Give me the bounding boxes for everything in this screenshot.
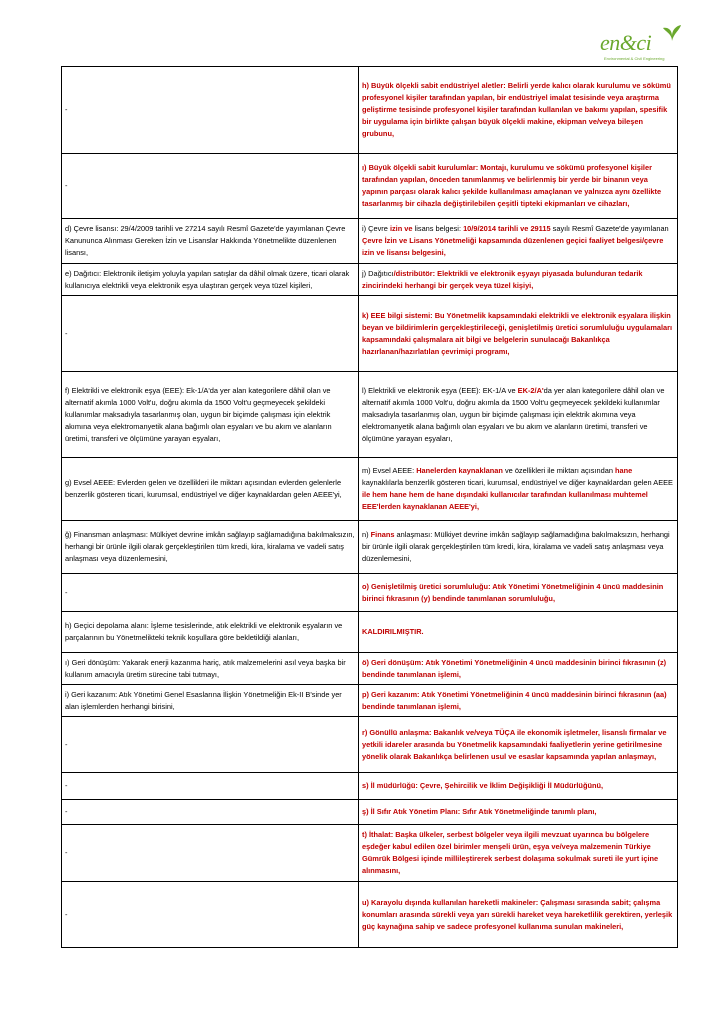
amended-text: Hanelerden kaynaklanan <box>416 466 503 475</box>
unchanged-text: n) <box>362 530 371 539</box>
new-text-cell <box>359 296 678 372</box>
unchanged-text: da yer alan kategorilere dâhil olan ve alternatif akımla 1000 Volt'u, doğru akımla da 1500 Volt'u geçmeyecek şekildeki kullanımlar maksadıyla tasarlanmış olan, uygun bir biçimde çalışması için elektrik akımına veya elektromanyetik alana bağımlı olan eşyaları ve bu akım ve alanların üretimi, transferi ve ölçümüne yarayan eşyaları, <box>362 385 665 443</box>
amended-text: izin ve <box>389 224 413 233</box>
table-row <box>62 372 678 458</box>
new-text-cell <box>359 219 678 264</box>
amended-text: ile hem hane hem de hane dışındaki kullanıcılar tarafından kullanılması muhtemel EEE'lerden kaynaklanan AEEE'yi, <box>362 490 648 511</box>
new-text-cell <box>359 372 678 458</box>
new-text-cell <box>359 458 678 521</box>
unchanged-text: j) Dağıtıcı <box>362 268 394 278</box>
new-text-cell <box>359 264 678 296</box>
old-text-cell: h) Geçici depolama alanı: İşleme tesislerinde, atık elektrikli ve elektronik eşyaların ve parçalarının bu Yönetmelikteki teknik koşullara göre bekletildiği alanları, <box>62 612 359 653</box>
table-row <box>62 154 678 219</box>
amended-text: 10/9/2014 tarihli ve 29115 <box>463 224 551 233</box>
new-text-cell <box>359 574 678 612</box>
old-text-cell: ğ) Finansman anlaşması: Mülkiyet devrine imkân sağlayıp sağlamadığına bakılmaksızın, herhangi bir ürünle ilgili olarak gerçekleştirilen tüm kredi, kira, kiralama ve vadeli satış anlaşması veya düzenlemesini, <box>62 521 359 574</box>
old-text-cell: - <box>62 574 359 612</box>
old-text-cell: g) Evsel AEEE: Evlerden gelen ve özellikleri ile miktarı açısından evlerden gelenlerle benzerlik gösteren ticari, kurumsal, endüstriyel ve diğer kaynaklardan gelen AEEE'yi, <box>62 458 359 521</box>
amended-text: Finans <box>370 530 395 539</box>
new-text-cell <box>359 67 678 154</box>
old-text-cell: ı) Geri dönüşüm: Yakarak enerji kazanma hariç, atık malzemelerini asıl veya başka bir kullanım amacıyla üretim sürecine tabi tutmayı, <box>62 653 359 685</box>
new-text-cell <box>359 653 678 685</box>
old-text-cell: - <box>62 154 359 219</box>
table-row <box>62 264 678 296</box>
table-row <box>62 685 678 717</box>
table-row <box>62 67 678 154</box>
new-text-cell <box>359 154 678 219</box>
amended-text: ö) Geri dönüşüm: Atık Yönetimi Yönetmeliğinin 4 üncü maddesinin birinci fıkrasının (z) bendinde tanımlanan işlemi, <box>362 657 667 679</box>
amended-text: s) İl müdürlüğü: Çevre, Şehircilik ve İklim Değişikliği İl Müdürlüğünü, <box>362 781 604 790</box>
new-text-cell <box>359 717 678 773</box>
new-text-cell <box>359 685 678 717</box>
company-logo <box>600 30 710 66</box>
new-text-cell <box>359 825 678 882</box>
amended-text: o) Genişletilmiş üretici sorumluluğu: Atık Yönetimi Yönetmeliğinin 4 üncü maddesinin birinci fıkrasının (y) bendinde tanımlanan sorumluluğu, <box>362 581 664 603</box>
table-row <box>62 882 678 948</box>
unchanged-text: lisans belgesi: <box>412 224 464 233</box>
new-text-cell <box>359 612 678 653</box>
old-text-cell: - <box>62 296 359 372</box>
new-text-cell <box>359 521 678 574</box>
unchanged-text: anlaşması: Mülkiyet devrine imkân sağlayıp sağlamadığına bakılmaksızın, herhangi bir ürünle ilgili olarak gerçekleştirilen tüm kredi, kira, kiralama ve vadeli satış anlaşması veya düzenlemesini, <box>362 530 670 563</box>
unchanged-text: kaynaklılarla benzerlik gösteren ticari, kurumsal, endüstriyel ve diğer kaynaklardan gelen AEEE <box>362 478 673 487</box>
old-text-cell: d) Çevre lisansı: 29/4/2009 tarihli ve 27214 sayılı Resmî Gazete'de yayımlanan Çevre Kanununca Alınması Gereken İzin ve Lisanslar Hakkında Yönetmelikte düzenlenen lisansı, <box>62 219 359 264</box>
amended-text: Çevre İzin ve Lisans Yönetmeliği kapsamında düzenlenen geçici faaliyet belgesi/çevre izin ve lisansı belgesini, <box>362 236 664 257</box>
table-row <box>62 296 678 372</box>
amended-text: t) İthalat: Başka ülkeler, serbest bölgeler veya ilgili mevzuat uyarınca bu bölgelere eşdeğer kabul edilen özel birimler menşeli ürün, eşya ve/veya malzemenin Türkiye Gümrük Bölgesi içinde millileştirerek serbest dolaşıma sokulmak sureti ile yurt içine alınmasını, <box>362 830 659 875</box>
old-text-cell: e) Dağıtıcı: Elektronik iletişim yoluyla yapılan satışlar da dâhil olmak üzere, ticari olarak kullanıcıya elektrikli veya elektronik eşya ulaştıran gerçek veya tüzel kişileri, <box>62 264 359 296</box>
table-body <box>62 67 678 948</box>
old-text-cell: i) Geri kazanım: Atık Yönetimi Genel Esaslarına İlişkin Yönetmeliğin Ek-II B'sinde yer alan işlemlerden herhangi birisini, <box>62 685 359 717</box>
amended-text: k) EEE bilgi sistemi: Bu Yönetmelik kapsamındaki elektrikli ve elektronik eşyalara ilişkin beyan ve bildirimlerin gerçekleştirileceği, genişletilmiş üretici sorumluluğu uygulamaları kapsamındaki çalışmalara ait bilgi ve belgelerin sunulacağı Bakanlıkça hazırlanan/hazırlatılan çevrimiçi programı, <box>362 310 673 356</box>
amended-text: p) Geri kazanım: Atık Yönetimi Yönetmeliğinin 4 üncü maddesinin birinci fıkrasının (aa) bendinde tanımlanan işlemi, <box>362 689 667 711</box>
unchanged-text: i) Çevre <box>362 224 390 233</box>
regulation-comparison-table <box>61 66 678 948</box>
amended-text: h) Büyük ölçekli sabit endüstriyel aletler: Belirli yerde kalıcı olarak kurulumu ve sökümü profesyonel kişiler tarafından yapılan, bir endüstriyel imalat tesisinde veya araştırma geliştirme tesisinde profesyonel kişiler tarafından kullanılan ve bakımı yapılan, spesifik bir uygulama için birlikte çalışan büyük ölçekli makine, ekipman ve/veya bileşen grubunu, <box>362 81 671 138</box>
table-row <box>62 458 678 521</box>
unchanged-text: m) Evsel AEEE: <box>362 466 417 475</box>
logo-text: en&ci <box>600 30 652 55</box>
amended-text: ş) İl Sıfır Atık Yönetim Planı: Sıfır Atık Yönetmeliğinde tanımlı planı, <box>362 807 597 816</box>
old-text-cell: - <box>62 717 359 773</box>
new-text-cell <box>359 773 678 800</box>
amended-text: u) Karayolu dışında kullanılan hareketli makineler: Çalışması sırasında sabit; çalışma konumları arasında sürekli veya yarı sürekli hareket veya hareketlilik gerektiren, yerleşik güç kaynağına sahip ve sadece profesyonel kullanıma sunulan makineleri, <box>362 897 673 931</box>
table-row <box>62 574 678 612</box>
new-text-cell <box>359 800 678 825</box>
unchanged-text: l) Elektrikli ve elektronik eşya (EEE): EK-1/A ve <box>362 385 518 395</box>
leaf-icon <box>662 24 682 42</box>
table-row <box>62 825 678 882</box>
unchanged-text: ve özellikleri ile miktarı açısından <box>502 466 616 475</box>
table-row <box>62 717 678 773</box>
old-text-cell: - <box>62 773 359 800</box>
logo-subtitle: Environmental & Civil Engineering <box>604 56 665 61</box>
table-row <box>62 653 678 685</box>
amended-text: EK-2/A' <box>517 385 544 395</box>
old-text-cell: f) Elektrikli ve elektronik eşya (EEE): Ek-1/A'da yer alan kategorilere dâhil olan ve alternatif akımla 1000 Volt'u, doğru akımla da 1500 Volt'u geçmeyecek şekildeki kullanımlar maksadıyla tasarlanmış olan, uygun bir biçimde çalışması için elektrik akımına veya elektromanyetik alana bağımlı olan eşyaları ve bu akım ve alanların üretimi, transferi ve ölçümüne yarayan eşyaları, <box>62 372 359 458</box>
unchanged-text: sayılı Resmî Gazete'de yayımlanan <box>550 224 669 233</box>
amended-text: /distribütör: Elektrikli ve elektronik eşyayı piyasada bulunduran tedarik zincirindeki herhangi bir gerçek veya tüzel kişiyi, <box>362 268 643 290</box>
table-row <box>62 521 678 574</box>
table-row <box>62 773 678 800</box>
old-text-cell: - <box>62 800 359 825</box>
amended-text: ı) Büyük ölçekli sabit kurulumlar: Montajı, kurulumu ve sökümü profesyonel kişiler tarafından yapılan, önceden tanımlanmış ve belirlenmiş bir yerde bir binanın veya yapının parçası olarak kalıcı şekilde kullanılması amaçlanan ve yalnızca aynı özellikte tasarlanmış bir cihazla değiştirilebilen çeşitli tipteki ekipmanları ve cihazları, <box>362 163 662 208</box>
old-text-cell: - <box>62 825 359 882</box>
table-row <box>62 219 678 264</box>
amended-text: r) Gönüllü anlaşma: Bakanlık ve/veya TÜÇA ile ekonomik işletmeler, lisanslı firmalar ve yetkili idareler arasında bu Yönetmelik kapsamındaki faaliyetlerin yerine getirilmesine yönelik olarak Bakanlıkça belirlenen usul ve esaslar kapsamında yapılan anlaşmayı, <box>362 727 667 761</box>
amended-text: KALDIRILMIŞTIR. <box>362 627 424 636</box>
table-row <box>62 800 678 825</box>
old-text-cell: - <box>62 882 359 948</box>
amended-text: hane <box>615 466 633 475</box>
table-row <box>62 612 678 653</box>
old-text-cell: - <box>62 67 359 154</box>
new-text-cell <box>359 882 678 948</box>
